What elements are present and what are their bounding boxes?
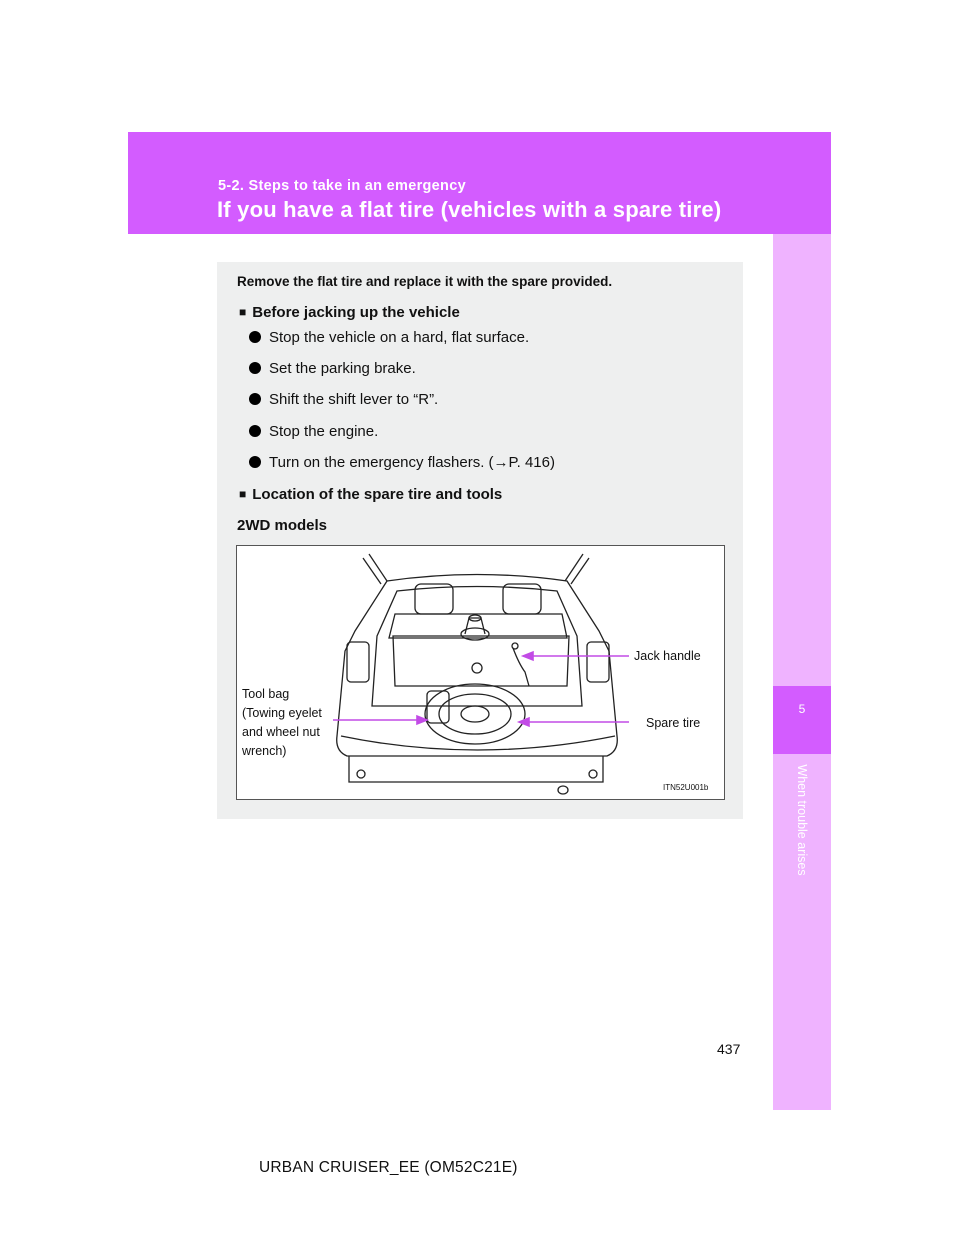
bullet-dot-icon — [249, 331, 261, 343]
list-item: Stop the engine. — [249, 423, 378, 440]
list-item: Shift the shift lever to “R”. — [249, 391, 438, 408]
list-item: Turn on the emergency flashers. (→P. 416) — [249, 454, 555, 471]
bullet-dot-icon — [249, 456, 261, 468]
bullet-dot-icon — [249, 425, 261, 437]
spare-tire-illustration — [236, 545, 725, 800]
subheading-before-jacking — [239, 304, 460, 321]
footer-document-id: URBAN CRUISER_EE (OM52C21E) — [259, 1159, 518, 1176]
subheading-location — [239, 486, 502, 503]
model-label: 2WD models — [237, 517, 328, 534]
vehicle-rear-illustration — [237, 546, 724, 799]
section-label: 5-2. Steps to take in an emergency — [218, 178, 466, 194]
subheading-text: Location of the spare tire and tools — [252, 486, 503, 503]
bullet-dot-icon — [249, 362, 261, 374]
subheading-text: Before jacking up the vehicle — [252, 304, 460, 321]
figure-code: ITN52U001b — [663, 783, 709, 792]
chapter-side-tab — [773, 234, 831, 1110]
page-number: 437 — [717, 1041, 741, 1057]
bullet-dot-icon — [249, 393, 261, 405]
chapter-number-box — [773, 686, 831, 754]
square-bullet-icon: ■ — [239, 305, 247, 319]
square-bullet-icon: ■ — [239, 487, 247, 501]
chapter-title: When trouble arises — [795, 764, 809, 876]
jack-handle-label: Jack handle — [634, 649, 701, 663]
spare-tire-label: Spare tire — [646, 716, 701, 730]
tool-bag-label: Tool bag (Towing eyelet and wheel nut wrench) — [242, 687, 322, 758]
list-item: Set the parking brake. — [249, 360, 416, 377]
chapter-number: 5 — [798, 702, 806, 716]
page-title: If you have a flat tire (vehicles with a spare tire) — [217, 197, 722, 222]
intro-text: Remove the flat tire and replace it with the spare provided. — [237, 274, 613, 289]
list-item: Stop the vehicle on a hard, flat surface. — [249, 329, 529, 346]
